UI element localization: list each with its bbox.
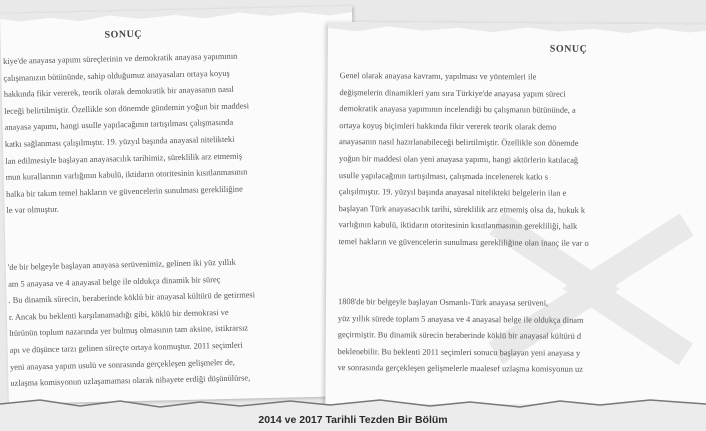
right-page-heading: SONUÇ <box>549 43 588 55</box>
text-line: ortaya koyuş biçimleri hakkında fikir vererek teorik olarak demo <box>339 120 557 132</box>
torn-edge-bottom <box>0 396 706 410</box>
text-line: ltürünün toplum nazarında yer bulmuş olmasının tam aksine, istikrarsız <box>9 323 249 339</box>
text-line: başlayan Türk anayasacılık tarihi, süreklilik arz etmemiş olsa da, hukuk k <box>338 203 586 215</box>
text-line: lan edilmesiyle başlayan anayasacılık tarihimiz, süreklilik arz etmemiş <box>5 151 243 166</box>
text-line: değişmelerin dinamikleri yanı sıra Türkiye'de anayasa yapım süreci <box>339 87 566 99</box>
left-paragraph-2 <box>8 254 257 392</box>
text-line: usulle yapılacağının tartışılması, çalışmada incelenerek katkı s <box>338 170 549 182</box>
right-paragraph-2 <box>338 294 584 379</box>
text-line: temel hakların ve güvencelerin sunulması gerekliliğine olan inanç ile var o <box>338 237 589 248</box>
text-line: . Bu dinamik sürecin, beraberinde köklü bir anayasal kültürü de getirmesi <box>8 290 256 306</box>
torn-edge-top <box>0 6 352 28</box>
text-line: anayasa yapımı, hangi usulle yapılacağının tartışılması çalışmasında <box>4 118 234 133</box>
text-line: demokratik anayasa yapımının incelendiği bu çalışmanın bütününde, a <box>339 104 576 115</box>
text-line: leceği belirtilmiştir. Özellikle son dönemde gündemin yoğun bir maddesi <box>4 101 250 116</box>
text-line: yüz yıllık sürede toplam 5 anayasa ve 4 anayasal belge ile oldukça dinam <box>337 313 584 325</box>
text-line: katkı sağlanması çalışılmıştır. 19. yüzyıl başında anayasal nitelikteki <box>4 134 235 149</box>
left-paragraph-1 <box>3 48 252 219</box>
text-line: geçirmiştir. Bu dinamik sürecin beraberinde köklü bir anayasal kültürü d <box>337 330 582 341</box>
text-line: 'de bir belgeyle başlayan anayasa serüvenimiz, gelinen iki yüz yıllık <box>7 257 236 272</box>
text-line: mun kurallarının varlığının kabulü, iktidarın otoritesinin kısıtlanmasının <box>5 167 248 183</box>
text-line: kiye'de anayasa yapımı süreçlerinin ve demokratik anayasa yapımının <box>2 51 238 66</box>
text-line: hakkında fikir vererek, teorik olarak demokratik bir anayasanın nasıl <box>3 84 234 100</box>
text-line: çalışılmıştır. 19. yüzyıl başında anayasal nitelikteki belgelerin ilan e <box>338 187 567 198</box>
text-line: ve sonrasında gerçekleşen gelişmelerle maalesef uzlaşma komisyonun uz <box>337 363 583 375</box>
right-document-page <box>325 22 706 417</box>
text-line: le var olmuştur. <box>6 205 59 216</box>
text-line: 1808'de bir belgeyle başlayan Osmanlı-Türk anayasa serüveni, <box>338 297 549 308</box>
right-paragraph-1 <box>338 68 590 252</box>
text-line: çalışmanızın bütününde, sahip olduğumuz anayasaları ortaya koyuş <box>3 68 230 83</box>
text-line: apı ve düşünce tarzı gelinen süreçte ortaya konmuştur. 2011 seçimleri <box>9 340 243 355</box>
text-line: Genel olarak anayasa kavramı, yapılması ve yöntemleri ile <box>339 71 537 82</box>
left-document-page <box>0 6 361 404</box>
text-line: varlığının kabulü, iktidarın otoritesinin kısıtlanmasının gerekliliği, halk <box>338 220 578 232</box>
text-line: r. Ancak bu beklenti karşılanamadığı gibi, köklü bir demokrasi ve <box>8 307 229 322</box>
image-caption: 2014 ve 2017 Tarihli Tezden Bir Bölüm <box>258 414 448 426</box>
text-line: yeni anayasa yapım usulü ve sonrasında gerçekleşen gelişmeler de, <box>9 357 235 372</box>
text-line: halka bir takım temel hakların ve güvencelerin sunulması gerekliliğine <box>5 184 243 199</box>
text-line: beklenebilir. Bu beklenti 2011 seçimleri sonucu başlayan yeni anayasa y <box>337 346 581 358</box>
text-line: am 5 anayasa ve 4 anayasal belge ile oldukça dinamik bir süreç <box>8 274 221 289</box>
text-line: uzlaşma komisyonun uzlaşamaması olarak nihayete erdiği düşünülürse, <box>10 373 251 389</box>
text-line: yoğun bir maddesi olan yeni anayasa yapımı, hangi aktörlerin katılacağ <box>339 154 579 165</box>
torn-edge-top <box>328 22 706 39</box>
text-line: anayasanın nasıl hazırlanabileceği belirtilmiştir. Özellikle son dönemde <box>339 137 579 149</box>
left-page-heading: SONUÇ <box>104 28 143 41</box>
